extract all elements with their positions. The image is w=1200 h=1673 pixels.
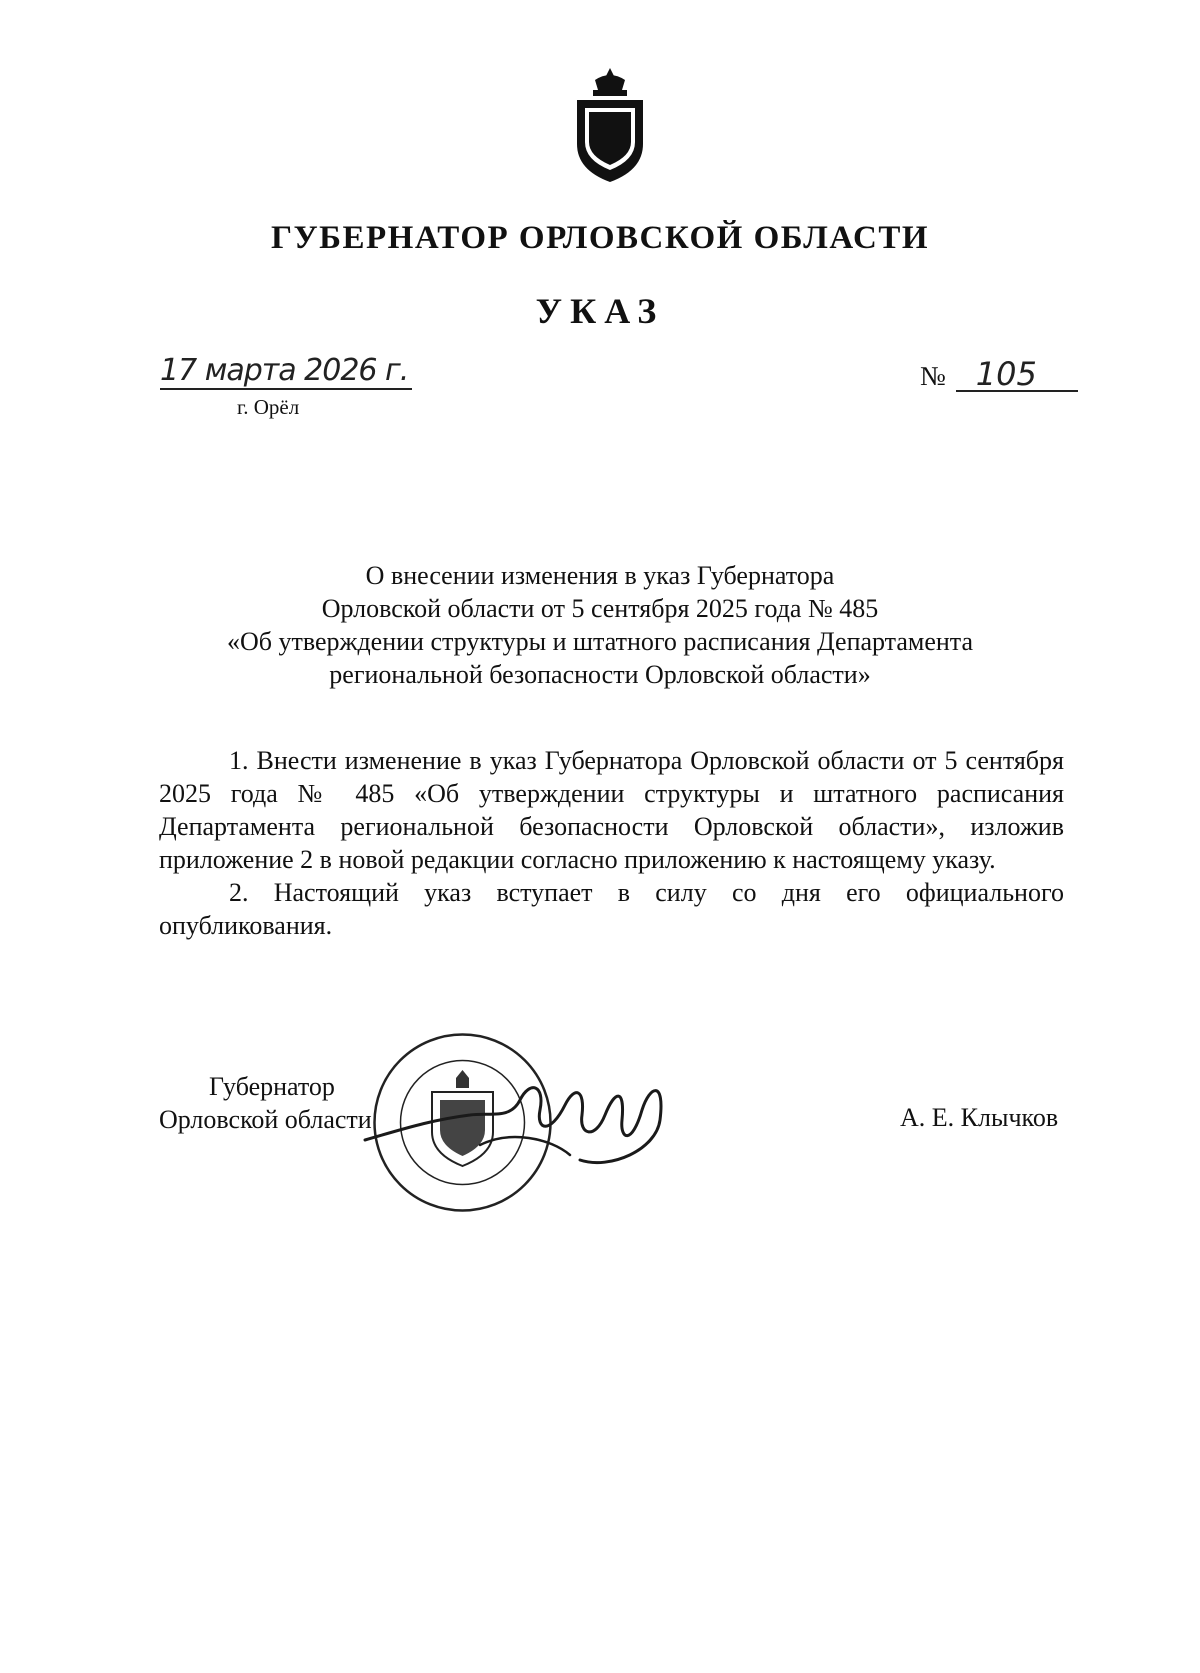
document-body: [159, 744, 1064, 942]
orel-region-emblem-icon: [565, 66, 655, 186]
issue-date: 17 марта 2026 г.: [160, 354, 412, 390]
number-value: 105: [956, 358, 1078, 392]
signatory-title: [159, 1070, 372, 1136]
subject-line: Орловской области от 5 сентября 2025 года № 485: [321, 594, 879, 623]
subject-line: «Об утверждении структуры и штатного расписания Департамента: [226, 627, 974, 656]
body-paragraph-2: 2. Настоящий указ вступает в силу со дня его официального опубликования.: [159, 878, 1064, 940]
issuing-authority: ГУБЕРНАТОР ОРЛОВСКОЙ ОБЛАСТИ: [270, 220, 930, 256]
subject-line: О внесении изменения в указ Губернатора: [365, 561, 835, 590]
document-number: [920, 355, 1078, 393]
signer-name: А. Е. Клычков: [900, 1103, 1059, 1132]
signatory-title-line-2: Орловской области: [159, 1105, 372, 1134]
document-type: УКАЗ: [535, 291, 665, 331]
document-subject: [0, 559, 1200, 691]
body-paragraph-1: 1. Внести изменение в указ Губернатора Орловской области от 5 сентября 2025 года № 485 «Об утверждении структуры и штатного расписания Департамента региональной безопасности Орловской области», изложив приложение 2 в новой редакции согласно приложению к настоящему указу.: [159, 746, 1064, 874]
issue-city: г. Орёл: [237, 395, 300, 419]
subject-line: региональной безопасности Орловской области»: [329, 660, 871, 689]
signatory-title-line-1: Губернатор: [209, 1072, 335, 1101]
handwritten-signature-icon: [360, 1060, 680, 1180]
number-label: №: [920, 361, 946, 391]
